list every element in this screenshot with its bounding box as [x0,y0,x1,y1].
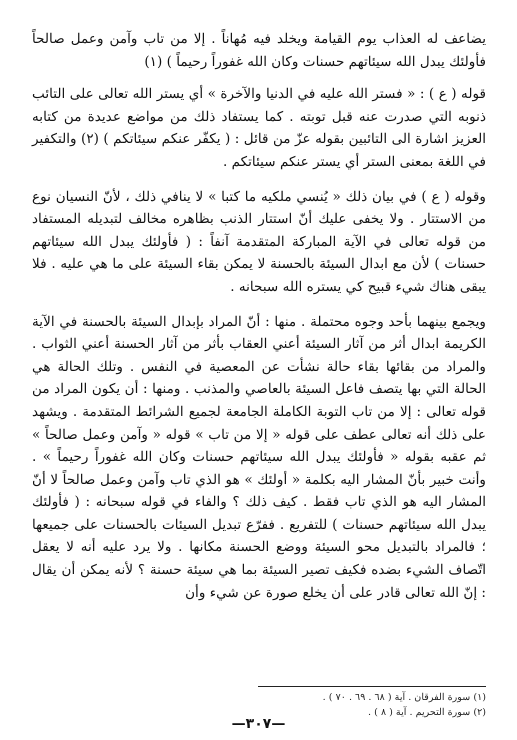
footnote-divider [258,686,486,687]
footnote-2: (٢) سورة التحريم . آية ( ٨ ) . [368,707,486,718]
paragraph-4: ويجمع بينهما بأحد وجوه محتملة . منها : أنّ المراد بإبدال السيئة بالحسنة في الآية الكريمة ابدال أثر من آثار السيئة أعني العقاب بأثر من آثار الحسنة أعني الثواب . والمراد من بقائها بقاء حالة نشأت عن المعصية في النفس . وتلك الحالة هي الحالة التي بها يتصف فاعل السيئة بالعاصي والمذنب . ومنها : أن يكون المراد من قوله تعالى : إلا من تاب التوبة الكاملة الجامعة لجميع الشرائط المتقدمة . ويشهد على ذلك أنه تعالى عطف على قوله « إلا من تاب » قوله « وآمن وعمل صالحاً » ثم عقبه بقوله « فأولئك يبدل الله سيئاتهم حسنات وكان الله غفوراً رحيماً » . وأنت خبير بأنّ المشار اليه بكلمة « أولئك » هو الذي تاب وآمن وعمل صالحاً لا أنّ المشار اليه هو الذي تاب فقط . كيف ذلك ؟ والفاء في قوله سبحانه : ( فأولئك يبدل الله سيئاتهم حسنات ) للتفريع . ففرّع تبديل السيئات بالحسنات على جميعها ؛ فالمراد بالتبديل محو السيئة ووضع الحسنة مكانها . ولا يرد عليه أنه لا يعقل اتّصاف الشيء بضده فكيف تصير السيئة بما هي سيئة حسنة ؟ لأنه يمكن أن يقال : إنّ الله تعالى قادر على أن يخلع صورة عن شيء وأن [32,313,486,601]
paragraph-2: قوله ( ع ) : « فستر الله عليه في الدنيا والآخرة » أي يستر الله تعالى على التائب ذنوبه التي صدرت عنه قبل توبته . كما يستفاد ذلك من مواضع عديدة من كتابه العزيز اشارة الى التائبين بقوله عزّ من قائل : ( يكفّر عنكم سيئاتكم ) (٢) والتكفير في اللغة بمعنى الستر أي يستر عنكم سيئاتكم . [32,86,486,170]
paragraph-3: وقوله ( ع ) في بيان ذلك « يُنسي ملكيه ما كتبا » لا ينافي ذلك ، لأنّ النسيان نوع من الاستتار . ولا يخفى عليك أنّ استتار الذنب بظاهره مخالف لتبديله المستفاد من قوله تعالى في الآية المباركة المتقدمة آنفاً : ( فأولئك يبدل الله سيئاتهم حسنات ) لأن مع ابدال السيئة بالحسنة لا يمكن بقاء السيئة على ما هي عليه . فلا يبقى هناك شيء قبيح كي يستره الله سبحانه . [32,188,486,295]
page-body [32,28,486,616]
paragraph-1: يضاعف له العذاب يوم القيامة ويخلد فيه مُهاناً . إلا من تاب وآمن وعمل صالحاً فأولئك يبدل الله سيئاتهم حسنات وكان الله غفوراً رحيماً ) (١) [32,31,486,70]
page-number: —٣٠٧— [231,716,286,732]
footnote-1: (١) سورة الفرقان . آية ( ٦٨ . ٦٩ . ٧٠ ) . [322,692,486,703]
